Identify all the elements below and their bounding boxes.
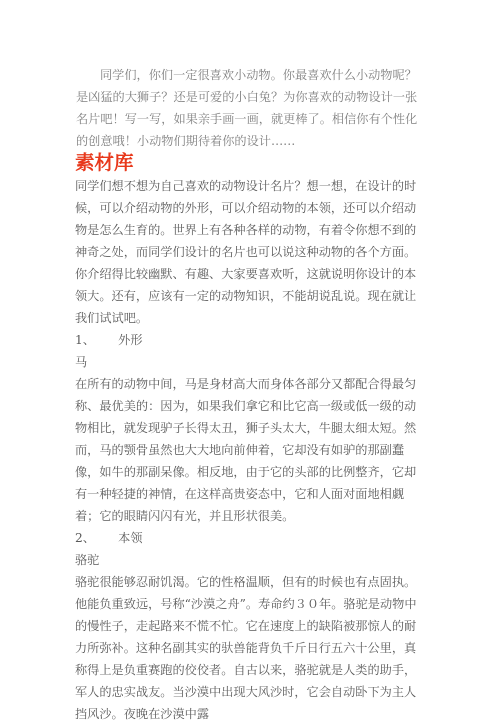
horse-paragraph: 在所有的动物中间，马是身材高大而身体各部分又都配合得最匀称、最优美的：因为，如果我们拿它和比它高一级或低一级的动物相比，就发现驴子长得太丑，狮子头太大，牛腿太细太短。然而，马的颚骨虽然也大大地向前伸着，它却没有如驴的那副蠢像，如牛的那副呆像。相反地，由于它的头部的比例整齐，它却有一种轻捷的神情，在这样高贵姿态中，它和人面对面地相觑着；它的眼睛闪闪有光，并且形状很美。 [75, 377, 417, 523]
section-heading: 素材库 [75, 151, 134, 174]
intro-body-paragraph: 同学们想不想为自己喜欢的动物设计名片？想一想，在设计的时候，可以介绍动物的外形，可以介绍动物的本领，还可以介绍动物是怎么生育的。世界上有各种各样的动物，有着令你想不到的神奇之处，而同学们设计的名片也可以说这种动物的各个方面。你介绍得比较幽默、有趣、大家要喜欢听，这就说明你设计的本领大。还有，应该有一定的动物知识，不能胡说乱说。现在就让我们试试吧。 [75, 179, 417, 325]
intro-paragraph: 同学们，你们一定很喜欢小动物。你最喜欢什么小动物呢？是凶猛的大狮子？还是可爱的小白兔？为你喜欢的动物设计一张名片吧！写一写，如果亲手画一画，就更棒了。相信你有个性化的创意哦！小动物们期待着你的设计…… [76, 68, 418, 148]
section-title-appearance: 1、 外形 [75, 333, 143, 347]
camel-paragraph: 骆驼很能够忍耐饥渴。它的性格温顺，但有的时候也有点固执。他能负重致远，号称“沙漠之舟”。寿命约３０年。骆驼是动物中的慢性子，走起路来不慌不忙。它在速度上的缺陷被那惊人的耐力所弥补。这种名副其实的驮兽能背负千斤日行五六十公里，真称得上是负重赛跑的佼佼者。自古以来，骆驼就是人类的助手，军人的忠实战友。当沙漠中出现大风沙时，它会自动卧下为主人挡风沙。夜晚在沙漠中露 [75, 575, 417, 721]
section-title-ability: 2、 本领 [75, 531, 143, 545]
animal-name-camel: 骆驼 [75, 553, 100, 567]
animal-name-horse: 马 [75, 355, 88, 369]
document-body [75, 175, 427, 725]
